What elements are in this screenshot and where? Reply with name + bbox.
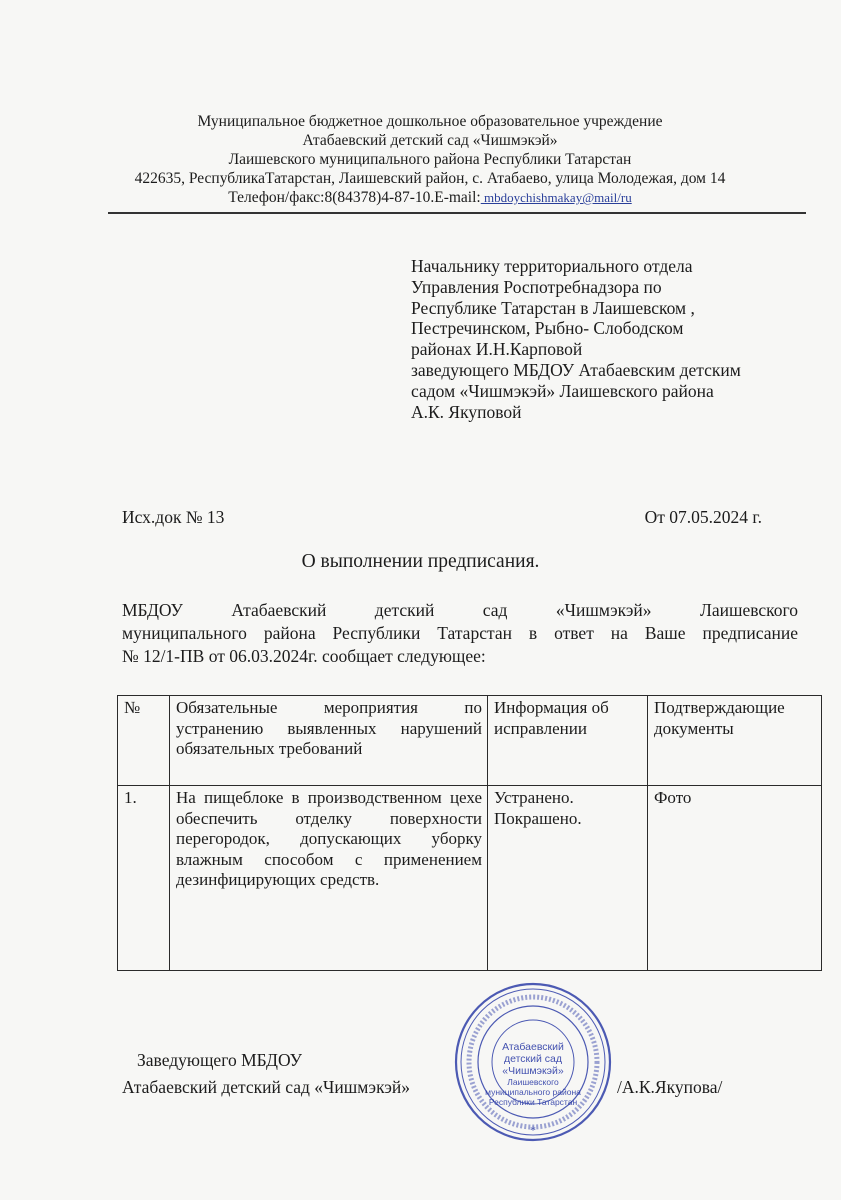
addressee-line: заведующего МБДОУ Атабаевским детским [411,359,741,380]
addressee-line: Начальнику территориального отдела [411,256,693,276]
document-reference [122,507,762,528]
header-info: Информация об исправлении [488,696,648,786]
intro-line-1: МБДОУ Атабаевский детский сад «Чишмэкэй» Лаишевского [122,600,798,620]
header-documents: Подтверждающие документы [648,696,822,786]
addressee-line: Республике Татарстан в Лаишевском , [411,297,695,318]
header-divider [108,212,806,214]
document-number: Исх.док № 13 [122,507,225,527]
header-measures: Обязательные мероприятия по устранению выявленных нарушений обязательных требований [170,696,488,786]
phone-fax: Телефон/факс:8(84378)4-87-10.E-mail: [228,189,481,206]
email-link[interactable]: mbdoychishmakay@mail/ru [480,190,632,205]
document-title: О выполнении предписания. [301,551,540,572]
letterhead-line-2: Атабаевский детский сад «Чишмэкэй» [302,132,558,149]
signatory-name: /А.К.Якупова/ [617,1077,723,1097]
cell-info: Устранено. Покрашено. [488,786,648,971]
intro-paragraph [122,599,798,668]
intro-line-2: муниципального района Республики Татарстан в ответ на Ваше предписание [122,623,798,643]
cell-measure: На пищеблоке в производственном цехе обеспечить отделку поверхности перегородок, допускающих уборку влажным способом с применением дезинфицирующих средств. [170,786,488,971]
signatory-organization: Атабаевский детский сад «Чишмэкэй» [122,1077,410,1097]
letterhead-line-1: Муниципальное бюджетное дошкольное образовательное учреждение [197,113,663,130]
cell-documents: Фото [648,786,822,971]
seal-text: Атабаевский детский сад «Чишмэкэй» Лаишевского муниципального района Республики Татарстан [485,1041,581,1107]
cell-number: 1. [118,786,170,971]
header-number: № [118,696,170,786]
addressee-block [411,256,831,422]
addressee-line: Управления Роспотребнадзора по [411,276,662,297]
addressee-line: А.К. Якуповой [411,401,522,422]
table-row [118,786,822,971]
addressee-line: садом «Чишмэкэй» Лаишевского района [411,380,714,401]
letterhead-line-3: Лаишевского муниципального района Республики Татарстан [228,151,632,168]
addressee-line: Пестречинском, Рыбно- Слободском [411,318,684,339]
svg-text:*: * [530,1123,536,1137]
document-date: От 07.05.2024 г. [644,507,762,527]
signatory-title: Заведующего МБДОУ [137,1050,302,1070]
table-header-row [118,696,822,786]
letterhead-contacts [60,188,800,207]
addressee-line: районах И.Н.Карповой [411,339,583,360]
letterhead-address: 422635, РеспубликаТатарстан, Лаишевский район, с. Атабаево, улица Молодежая, дом 14 [134,170,726,187]
measures-table [117,695,822,971]
intro-line-3: № 12/1-ПВ от 06.03.2024г. сообщает следующее: [122,646,486,666]
letterhead [60,112,800,207]
